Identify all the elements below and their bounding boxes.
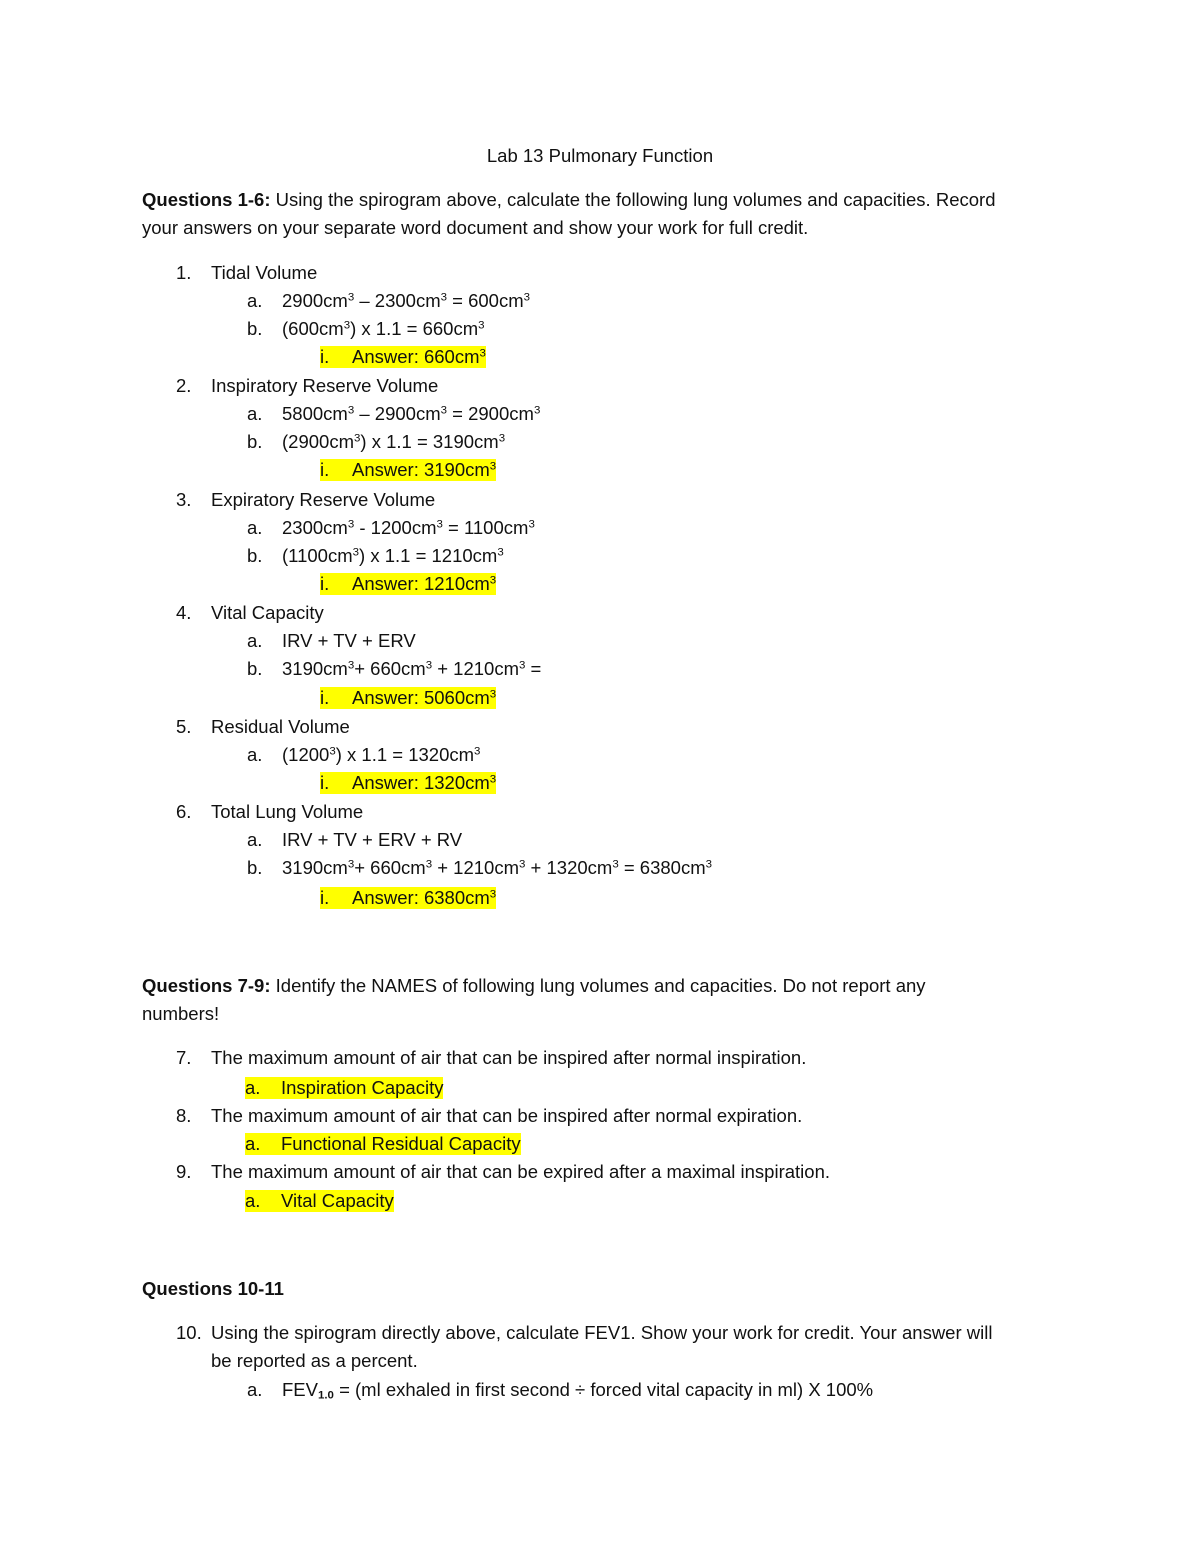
q4-b-calc: $3190cm^3+ 660cm^3 + 1210cm^3$ = xyxy=(282,658,542,679)
q3-a-marker: a. xyxy=(247,517,263,538)
q2-answer: i. Answer: $3190cm^3$ xyxy=(320,459,497,480)
q5-title: Residual Volume xyxy=(211,716,350,737)
q6-title: Total Lung Volume xyxy=(211,801,364,822)
q1-a-calc: $2900cm^3 - 2300cm^3 = 600cm^3$ xyxy=(282,290,531,311)
q5-number: 5. xyxy=(176,716,192,737)
q4-a-formula: IRV + TV + ERV xyxy=(282,630,416,651)
q4-number: 4. xyxy=(176,602,192,623)
q1-b-calc: $(600cm^3)$ x $1.1 = 660cm^3$ xyxy=(282,318,485,339)
section-2-intro-cont: numbers! xyxy=(142,1003,220,1024)
q2-title: Inspiratory Reserve Volume xyxy=(211,375,439,396)
q7-text: The maximum amount of air that can be inspired after normal inspiration. xyxy=(211,1047,807,1068)
q4-b-marker: b. xyxy=(247,658,263,679)
q1-a-marker: a. xyxy=(247,290,263,311)
q3-b-calc: $(1100cm^3)$ x $1.1 = 1210cm^3$ xyxy=(282,545,504,566)
section-1-intro-cont: your answers on your separate word document and show your work for full credit. xyxy=(142,217,809,238)
q10-text-cont: be reported as a percent. xyxy=(211,1350,418,1371)
q6-a-marker: a. xyxy=(247,829,263,850)
section-1-label: Questions 1-6: xyxy=(142,189,271,210)
section-1-text: Using the spirogram above, calculate the following lung volumes and capacities. Record xyxy=(270,189,996,210)
q1-number: 1. xyxy=(176,262,192,283)
q2-number: 2. xyxy=(176,375,192,396)
q1-answer: i. Answer: $660cm^3$ xyxy=(320,346,486,367)
q9-text: The maximum amount of air that can be expired after a maximal inspiration. xyxy=(211,1161,831,1182)
q7-number: 7. xyxy=(176,1047,192,1068)
q5-answer: i. Answer: $1320cm^3$ xyxy=(320,772,497,793)
q10-number: 10. xyxy=(176,1322,202,1343)
q6-b-marker: b. xyxy=(247,857,263,878)
section-2-text: Identify the NAMES of following lung volumes and capacities. Do not report any xyxy=(270,975,926,996)
q2-b-marker: b. xyxy=(247,431,263,452)
q2-b-calc: $(2900cm^3)$ x $1.1 = 3190cm^3$ xyxy=(282,431,506,452)
q9-answer: a. Vital Capacity xyxy=(245,1190,394,1211)
q2-a-calc: $5800cm^3 - 2900cm^3 = 2900cm^3$ xyxy=(282,403,541,424)
q1-b-marker: b. xyxy=(247,318,263,339)
q5-a-calc: (1200$^3$) x $1.1 = 1320cm^3$ xyxy=(282,744,481,765)
q6-b-calc: $3190cm^3+ 660cm^3 + 1210cm^3 + 1320cm^3 = 6380cm^3$ xyxy=(282,857,713,878)
q3-a-calc: $2300cm^3 - 1200cm^3 = 1100cm^3$ xyxy=(282,517,535,538)
section-2-label: Questions 7-9: xyxy=(142,975,271,996)
q6-a-formula: IRV + TV + ERV + RV xyxy=(282,829,463,850)
q10-text: Using the spirogram directly above, calculate FEV1. Show your work for credit. Your answer will xyxy=(211,1322,993,1343)
q10-a-formula: $FEV_{1.0} = (ml$ exhaled in first second ÷ forced vital capacity in ml) X 100% xyxy=(282,1379,874,1402)
q4-title: Vital Capacity xyxy=(211,602,324,623)
q9-number: 9. xyxy=(176,1161,192,1182)
q3-number: 3. xyxy=(176,489,192,510)
q3-answer: i. Answer: $1210cm^3$ xyxy=(320,573,497,594)
q6-number: 6. xyxy=(176,801,192,822)
q7-answer: a. Inspiration Capacity xyxy=(245,1077,444,1098)
q8-text: The maximum amount of air that can be inspired after normal expiration. xyxy=(211,1105,803,1126)
q6-answer: i. Answer: $6380cm^3$ xyxy=(320,887,497,908)
q3-b-marker: b. xyxy=(247,545,263,566)
q8-answer: a. Functional Residual Capacity xyxy=(245,1133,521,1154)
section-2-intro xyxy=(142,975,926,997)
q10-a-marker: a. xyxy=(247,1379,263,1400)
q5-a-marker: a. xyxy=(247,744,263,765)
q3-title: Expiratory Reserve Volume xyxy=(211,489,436,510)
section-3-label: Questions 10-11 xyxy=(142,1278,284,1299)
section-1-intro xyxy=(142,189,995,211)
q4-answer: i. Answer: $5060cm^3$ xyxy=(320,687,497,708)
q8-number: 8. xyxy=(176,1105,192,1126)
q1-title: Tidal Volume xyxy=(211,262,318,283)
page-title: Lab 13 Pulmonary Function xyxy=(486,145,714,166)
q4-a-marker: a. xyxy=(247,630,263,651)
q2-a-marker: a. xyxy=(247,403,263,424)
